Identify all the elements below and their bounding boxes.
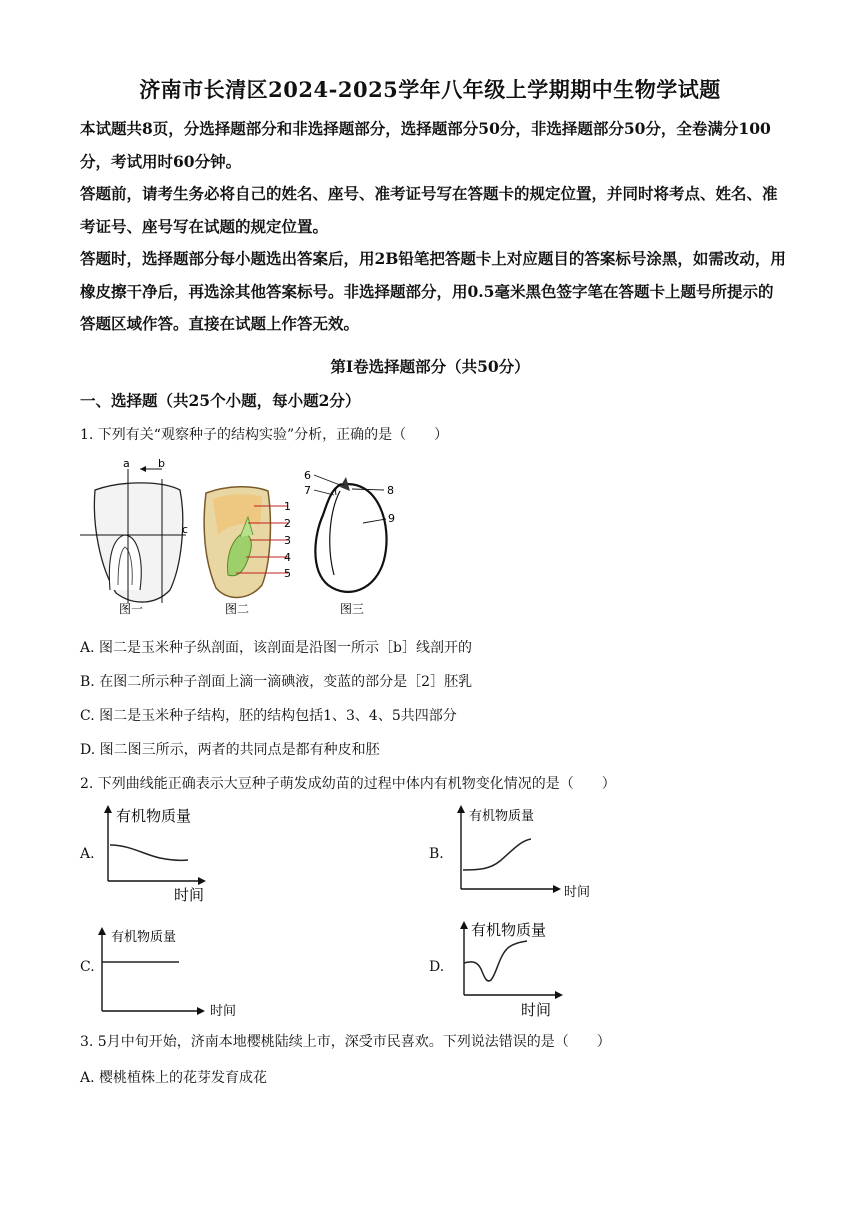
figure-3-caption: 图三 (340, 602, 365, 616)
question-2-graph-b (455, 803, 600, 903)
figure-2-label-1: 1 (284, 500, 291, 513)
question-1-stem: 1. 下列有关“观察种子的结构实验”分析，正确的是（ ） (80, 427, 449, 443)
figure-2-corn-seed-section (204, 487, 291, 616)
question-1-option-a: A. 图二是玉米种子纵剖面，该剖面是沿图一所示［b］线剖开的 (80, 640, 472, 656)
figure-2-label-2: 2 (284, 517, 291, 530)
graph-d-x-label: 时间 (521, 1001, 552, 1019)
question-2-graph-d (457, 917, 602, 1021)
graph-a-y-label: 有机物质量 (116, 807, 192, 825)
figure-1-label-a: a (123, 457, 130, 470)
intro-paragraph-1: 本试题共8页，分选择题部分和非选择题部分，选择题部分50分，非选择题部分50分，全卷满分100分，考试用时60分钟。 (80, 119, 771, 171)
seed-structure-figure (78, 455, 408, 620)
figure-3-label-9: 9 (388, 512, 395, 525)
graph-b-y-label: 有机物质量 (469, 809, 535, 824)
question-1-option-d: D. 图二图三所示，两者的共同点是都有种皮和胚 (80, 742, 380, 758)
figure-1-caption: 图一 (119, 602, 144, 616)
question-1-option-c: C. 图二是玉米种子结构，胚的结构包括1、3、4、5共四部分 (80, 708, 457, 724)
figure-1-label-c: c (182, 523, 189, 536)
figure-3-bean-seed (304, 469, 395, 616)
part-title: 一、选择题（共25个小题，每小题2分） (80, 391, 361, 410)
graph-c-x-label: 时间 (210, 1004, 237, 1019)
question-1-option-b: B. 在图二所示种子剖面上滴一滴碘液，变蓝的部分是［2］胚乳 (80, 674, 473, 690)
question-2-graph-a (100, 803, 220, 903)
question-3-stem: 3. 5月中旬开始，济南本地樱桃陆续上市，深受市民喜欢。下列说法错误的是（ ） (80, 1034, 611, 1050)
figure-3-label-7: 7 (304, 484, 311, 497)
question-2-option-d-letter: D. (429, 959, 445, 975)
figure-2-label-3: 3 (284, 534, 291, 547)
intro-paragraph-2: 答题前，请考生务必将自己的姓名、座号、准考证号写在答题卡的规定位置，并同时将考点、姓名、准考证号、座号写在试题的规定位置。 (80, 184, 778, 236)
figure-3-label-8: 8 (387, 484, 394, 497)
graph-c-y-label: 有机物质量 (111, 930, 177, 945)
figure-1-label-b: b (158, 457, 165, 470)
intro-paragraph-3: 答题时，选择题部分每小题选出答案后，用2B铅笔把答题卡上对应题目的答案标号涂黑，如需改动，用橡皮擦干净后，再选涂其他答案标号。非选择题部分，用0.5毫米黑色签字笔在答题卡上题号所提示的答题区域作答。直接在试题上作答无效。 (80, 249, 786, 333)
page-title: 济南市长清区2024-2025学年八年级上学期期中生物学试题 (139, 77, 721, 102)
section-title: 第I卷选择题部分（共50分） (330, 357, 530, 376)
figure-3-label-6: 6 (304, 469, 311, 482)
question-2-option-c-letter: C. (80, 959, 95, 975)
graph-b-x-label: 时间 (564, 885, 591, 900)
question-2-stem: 2. 下列曲线能正确表示大豆种子萌发成幼苗的过程中体内有机物变化情况的是（ ） (80, 776, 616, 792)
question-3-option-a: A. 樱桃植株上的花芽发育成花 (80, 1070, 268, 1086)
figure-1-corn-seed (80, 457, 188, 616)
graph-d-y-label: 有机物质量 (471, 921, 547, 939)
figure-2-caption: 图二 (225, 602, 250, 616)
graph-a-x-label: 时间 (174, 886, 205, 903)
figure-2-label-5: 5 (284, 567, 291, 580)
question-2-graph-c (95, 923, 245, 1021)
question-2-option-a-letter: A. (80, 846, 95, 862)
question-2-option-b-letter: B. (429, 846, 444, 862)
figure-2-label-4: 4 (284, 551, 291, 564)
